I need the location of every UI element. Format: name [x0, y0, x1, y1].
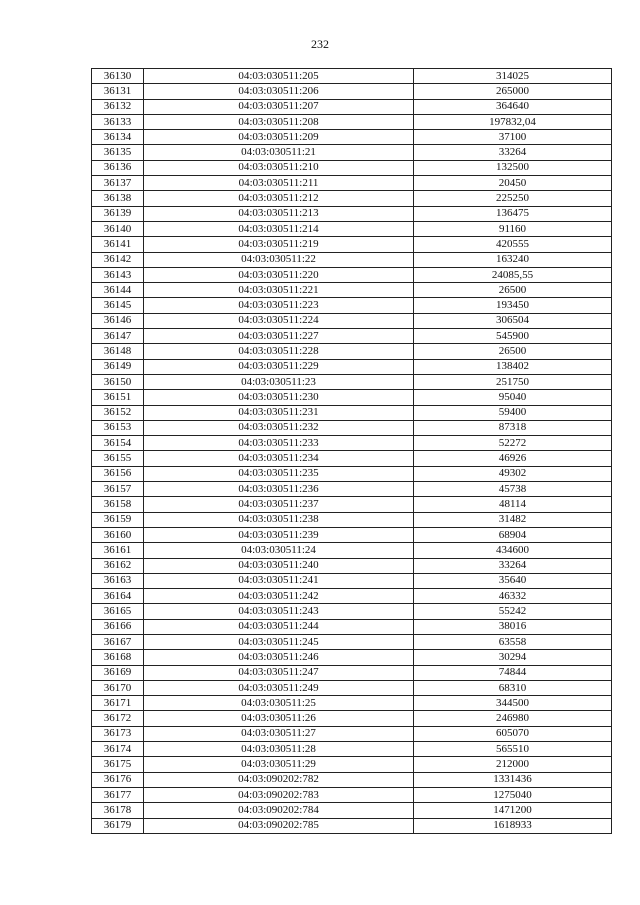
cadastral-number-cell: 04:03:030511:21: [144, 145, 414, 160]
value-cell: 265000: [414, 84, 612, 99]
value-cell: 565510: [414, 742, 612, 757]
row-number-cell: 36152: [92, 405, 144, 420]
table-row: [92, 665, 612, 680]
cadastral-number-cell: 04:03:030511:24: [144, 543, 414, 558]
table-row: [92, 176, 612, 191]
cadastral-number-cell: 04:03:030511:232: [144, 420, 414, 435]
value-cell: 46926: [414, 451, 612, 466]
table-row: [92, 803, 612, 818]
cadastral-number-cell: 04:03:030511:239: [144, 527, 414, 542]
row-number-cell: 36147: [92, 329, 144, 344]
row-number-cell: 36174: [92, 742, 144, 757]
table-row: [92, 696, 612, 711]
cadastral-number-cell: 04:03:030511:247: [144, 665, 414, 680]
row-number-cell: 36178: [92, 803, 144, 818]
table-row: [92, 436, 612, 451]
table-body: [92, 69, 612, 834]
cadastral-number-cell: 04:03:030511:246: [144, 650, 414, 665]
cadastral-number-cell: 04:03:030511:214: [144, 221, 414, 236]
cadastral-number-cell: 04:03:030511:212: [144, 191, 414, 206]
cadastral-number-cell: 04:03:030511:205: [144, 69, 414, 84]
row-number-cell: 36149: [92, 359, 144, 374]
value-cell: 48114: [414, 497, 612, 512]
page-number: 232: [311, 37, 329, 51]
row-number-cell: 36135: [92, 145, 144, 160]
table-row: [92, 543, 612, 558]
table-row: [92, 527, 612, 542]
value-cell: 251750: [414, 374, 612, 389]
table-row: [92, 283, 612, 298]
cadastral-number-cell: 04:03:030511:219: [144, 237, 414, 252]
table-row: [92, 84, 612, 99]
row-number-cell: 36171: [92, 696, 144, 711]
cadastral-number-cell: 04:03:030511:220: [144, 267, 414, 282]
row-number-cell: 36131: [92, 84, 144, 99]
table-row: [92, 313, 612, 328]
row-number-cell: 36177: [92, 787, 144, 802]
value-cell: 63558: [414, 634, 612, 649]
cadastral-number-cell: 04:03:030511:26: [144, 711, 414, 726]
cadastral-number-cell: 04:03:030511:27: [144, 726, 414, 741]
row-number-cell: 36166: [92, 619, 144, 634]
row-number-cell: 36136: [92, 160, 144, 175]
value-cell: 246980: [414, 711, 612, 726]
value-cell: 74844: [414, 665, 612, 680]
row-number-cell: 36160: [92, 527, 144, 542]
cadastral-number-cell: 04:03:030511:228: [144, 344, 414, 359]
value-cell: 545900: [414, 329, 612, 344]
row-number-cell: 36165: [92, 604, 144, 619]
cadastral-number-cell: 04:03:030511:207: [144, 99, 414, 114]
cadastral-number-cell: 04:03:090202:782: [144, 772, 414, 787]
row-number-cell: 36150: [92, 374, 144, 389]
value-cell: 31482: [414, 512, 612, 527]
row-number-cell: 36173: [92, 726, 144, 741]
table-row: [92, 589, 612, 604]
row-number-cell: 36169: [92, 665, 144, 680]
cadastral-number-cell: 04:03:030511:243: [144, 604, 414, 619]
value-cell: 344500: [414, 696, 612, 711]
value-cell: 138402: [414, 359, 612, 374]
cadastral-number-cell: 04:03:030511:231: [144, 405, 414, 420]
table-row: [92, 221, 612, 236]
row-number-cell: 36144: [92, 283, 144, 298]
table-row: [92, 711, 612, 726]
table-row: [92, 344, 612, 359]
value-cell: 1331436: [414, 772, 612, 787]
value-cell: 434600: [414, 543, 612, 558]
table-row: [92, 69, 612, 84]
table-row: [92, 99, 612, 114]
cadastral-number-cell: 04:03:030511:29: [144, 757, 414, 772]
value-cell: 26500: [414, 283, 612, 298]
value-cell: 136475: [414, 206, 612, 221]
cadastral-number-cell: 04:03:030511:235: [144, 466, 414, 481]
cadastral-number-cell: 04:03:030511:208: [144, 114, 414, 129]
row-number-cell: 36141: [92, 237, 144, 252]
row-number-cell: 36155: [92, 451, 144, 466]
table-row: [92, 191, 612, 206]
row-number-cell: 36139: [92, 206, 144, 221]
cadastral-number-cell: 04:03:030511:211: [144, 176, 414, 191]
row-number-cell: 36158: [92, 497, 144, 512]
value-cell: 55242: [414, 604, 612, 619]
table-row: [92, 252, 612, 267]
row-number-cell: 36172: [92, 711, 144, 726]
table-row: [92, 329, 612, 344]
cadastral-number-cell: 04:03:030511:233: [144, 436, 414, 451]
cadastral-number-cell: 04:03:030511:229: [144, 359, 414, 374]
table-row: [92, 558, 612, 573]
value-cell: 26500: [414, 344, 612, 359]
value-cell: 46332: [414, 589, 612, 604]
table-row: [92, 482, 612, 497]
value-cell: 35640: [414, 573, 612, 588]
table-row: [92, 757, 612, 772]
table-row: [92, 787, 612, 802]
cadastral-number-cell: 04:03:090202:785: [144, 818, 414, 833]
row-number-cell: 36167: [92, 634, 144, 649]
value-cell: 132500: [414, 160, 612, 175]
value-cell: 1471200: [414, 803, 612, 818]
table-row: [92, 237, 612, 252]
table-row: [92, 650, 612, 665]
cadastral-number-cell: 04:03:030511:213: [144, 206, 414, 221]
row-number-cell: 36138: [92, 191, 144, 206]
row-number-cell: 36176: [92, 772, 144, 787]
value-cell: 59400: [414, 405, 612, 420]
table-row: [92, 267, 612, 282]
cadastral-number-cell: 04:03:090202:783: [144, 787, 414, 802]
cadastral-number-cell: 04:03:030511:221: [144, 283, 414, 298]
value-cell: 87318: [414, 420, 612, 435]
table-row: [92, 420, 612, 435]
table-row: [92, 374, 612, 389]
cadastral-number-cell: 04:03:030511:23: [144, 374, 414, 389]
table-row: [92, 114, 612, 129]
value-cell: 38016: [414, 619, 612, 634]
value-cell: 163240: [414, 252, 612, 267]
cadastral-number-cell: 04:03:030511:210: [144, 160, 414, 175]
row-number-cell: 36137: [92, 176, 144, 191]
row-number-cell: 36164: [92, 589, 144, 604]
value-cell: 33264: [414, 558, 612, 573]
table-row: [92, 573, 612, 588]
table-row: [92, 451, 612, 466]
row-number-cell: 36179: [92, 818, 144, 833]
row-number-cell: 36133: [92, 114, 144, 129]
table-row: [92, 742, 612, 757]
row-number-cell: 36163: [92, 573, 144, 588]
row-number-cell: 36148: [92, 344, 144, 359]
row-number-cell: 36156: [92, 466, 144, 481]
cadastral-number-cell: 04:03:030511:241: [144, 573, 414, 588]
cadastral-number-cell: 04:03:030511:28: [144, 742, 414, 757]
value-cell: 52272: [414, 436, 612, 451]
value-cell: 225250: [414, 191, 612, 206]
value-cell: 68904: [414, 527, 612, 542]
value-cell: 45738: [414, 482, 612, 497]
row-number-cell: 36168: [92, 650, 144, 665]
table-row: [92, 512, 612, 527]
row-number-cell: 36130: [92, 69, 144, 84]
cadastral-number-cell: 04:03:030511:224: [144, 313, 414, 328]
table-row: [92, 359, 612, 374]
row-number-cell: 36140: [92, 221, 144, 236]
cadastral-number-cell: 04:03:030511:22: [144, 252, 414, 267]
cadastral-number-cell: 04:03:030511:206: [144, 84, 414, 99]
cadastral-number-cell: 04:03:030511:249: [144, 680, 414, 695]
cadastral-value-table: [91, 68, 612, 834]
cadastral-number-cell: 04:03:030511:238: [144, 512, 414, 527]
table-row: [92, 497, 612, 512]
value-cell: 212000: [414, 757, 612, 772]
row-number-cell: 36146: [92, 313, 144, 328]
value-cell: 37100: [414, 130, 612, 145]
row-number-cell: 36161: [92, 543, 144, 558]
row-number-cell: 36170: [92, 680, 144, 695]
cadastral-number-cell: 04:03:030511:236: [144, 482, 414, 497]
value-cell: 33264: [414, 145, 612, 160]
table-row: [92, 206, 612, 221]
table-row: [92, 772, 612, 787]
cadastral-number-cell: 04:03:030511:234: [144, 451, 414, 466]
row-number-cell: 36154: [92, 436, 144, 451]
value-cell: 364640: [414, 99, 612, 114]
value-cell: 314025: [414, 69, 612, 84]
cadastral-number-cell: 04:03:030511:245: [144, 634, 414, 649]
row-number-cell: 36142: [92, 252, 144, 267]
cadastral-number-cell: 04:03:030511:244: [144, 619, 414, 634]
row-number-cell: 36132: [92, 99, 144, 114]
row-number-cell: 36145: [92, 298, 144, 313]
row-number-cell: 36134: [92, 130, 144, 145]
table-row: [92, 818, 612, 833]
cadastral-number-cell: 04:03:030511:227: [144, 329, 414, 344]
table-row: [92, 680, 612, 695]
cadastral-number-cell: 04:03:090202:784: [144, 803, 414, 818]
value-cell: 20450: [414, 176, 612, 191]
cadastral-number-cell: 04:03:030511:242: [144, 589, 414, 604]
value-cell: 193450: [414, 298, 612, 313]
table-row: [92, 604, 612, 619]
row-number-cell: 36153: [92, 420, 144, 435]
value-cell: 91160: [414, 221, 612, 236]
cadastral-number-cell: 04:03:030511:240: [144, 558, 414, 573]
table-row: [92, 726, 612, 741]
row-number-cell: 36151: [92, 390, 144, 405]
value-cell: 1275040: [414, 787, 612, 802]
table-row: [92, 619, 612, 634]
value-cell: 49302: [414, 466, 612, 481]
value-cell: 197832,04: [414, 114, 612, 129]
table-row: [92, 390, 612, 405]
table-row: [92, 130, 612, 145]
cadastral-number-cell: 04:03:030511:25: [144, 696, 414, 711]
row-number-cell: 36175: [92, 757, 144, 772]
cadastral-number-cell: 04:03:030511:209: [144, 130, 414, 145]
table-row: [92, 145, 612, 160]
table-row: [92, 298, 612, 313]
value-cell: 420555: [414, 237, 612, 252]
value-cell: 24085,55: [414, 267, 612, 282]
cadastral-number-cell: 04:03:030511:223: [144, 298, 414, 313]
row-number-cell: 36143: [92, 267, 144, 282]
table-row: [92, 466, 612, 481]
table-row: [92, 634, 612, 649]
value-cell: 68310: [414, 680, 612, 695]
table-row: [92, 160, 612, 175]
row-number-cell: 36157: [92, 482, 144, 497]
row-number-cell: 36162: [92, 558, 144, 573]
table-row: [92, 405, 612, 420]
cadastral-number-cell: 04:03:030511:230: [144, 390, 414, 405]
value-cell: 30294: [414, 650, 612, 665]
value-cell: 1618933: [414, 818, 612, 833]
value-cell: 306504: [414, 313, 612, 328]
cadastral-number-cell: 04:03:030511:237: [144, 497, 414, 512]
value-cell: 605070: [414, 726, 612, 741]
row-number-cell: 36159: [92, 512, 144, 527]
value-cell: 95040: [414, 390, 612, 405]
